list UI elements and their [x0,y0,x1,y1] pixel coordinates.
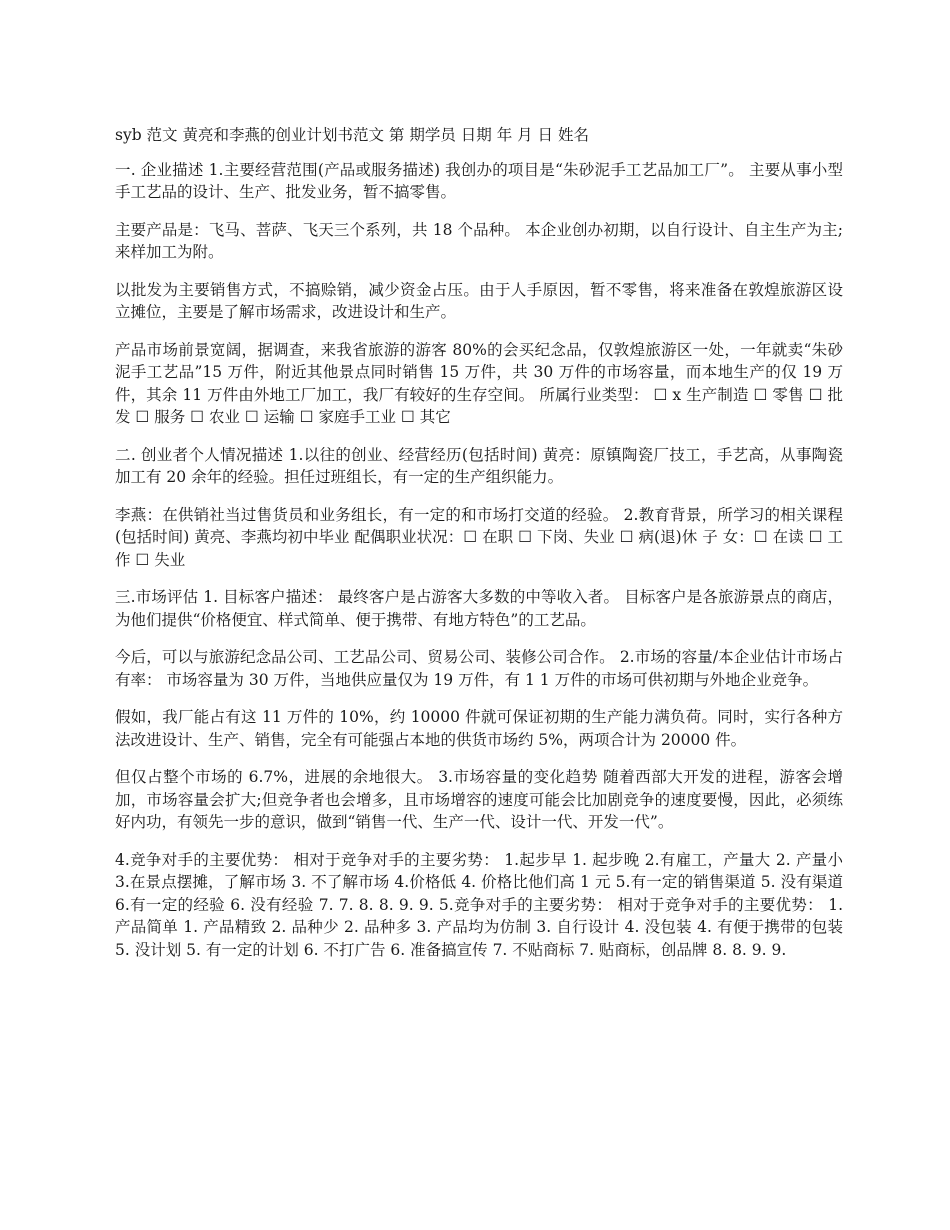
document-body [115,124,843,976]
paragraph-market-share: 假如，我厂能占有这 11 万件的 10%，约 10000 件就可保证初期的生产能力满负荷。同时，实行各种方法改进设计、生产、销售，完全有可能强占本地的供货市场约 5%，两项合计为 20000 件。 [115,708,843,749]
paragraph-competition: 4.竞争对手的主要优势： 相对于竞争对手的主要劣势： 1.起步早 1. 起步晚 2.有雇工，产量大 2. 产量小 3.在景点摆摊，了解市场 3. 不了解市场 4.价格低 4. 价格比他们高 1 元 5.有一定的销售渠道 5. 没有渠道 6.有一定的经验 6. 没有经验 7. 7. 8. 8. 9. 9. 5.竞争对手的主要劣势： 相对于竞争对手的主要优势： 1. 产品简单 1. 产品精致 2. 品种少 2. 品种多 3. 产品均为仿制 3. 自行设计 4. 没包装 4. 有便于携带的包装 5. 没计划 5. 有一定的计划 6. 不打广告 6. 准备搞宣传 7. 不贴商标 7. 贴商标，创品牌 8. 8. 9. 9. [115,850,843,959]
paragraph-market-evaluation: 三.市场评估 1. 目标客户描述： 最终客户是占游客大多数的中等收入者。 目标客户是各旅游景点的商店，为他们提供“价格便宜、样式简单、便于携带、有地方特色”的工艺品。 [115,588,843,629]
paragraph-founder-background: 二. 创业者个人情况描述 1.以往的创业、经营经历(包括时间) 黄亮：原镇陶瓷厂技工，手艺高，从事陶瓷加工有 20 余年的经验。担任过班组长，有一定的生产组织能力。 [115,445,843,486]
paragraph-sales-method: 以批发为主要销售方式，不搞赊销，减少资金占压。由于人手原因，暂不零售，将来准备在敦煌旅游区设立摊位，主要是了解市场需求，改进设计和生产。 [115,280,843,321]
paragraph-business-description: 一. 企业描述 1.主要经营范围(产品或服务描述) 我创办的项目是“朱砂泥手工艺品加工厂”。 主要从事小型手工艺品的设计、生产、批发业务，暂不搞零售。 [115,160,843,201]
paragraph-main-products: 主要产品是：飞马、菩萨、飞天三个系列，共 18 个品种。 本企业创办初期，以自行设计、自主生产为主;来样加工为附。 [115,220,843,261]
paragraph-market-capacity: 今后，可以与旅游纪念品公司、工艺品公司、贸易公司、装修公司合作。 2.市场的容量/本企业估计市场占有率： 市场容量为 30 万件，当地供应量仅为 19 万件，有 1 1 万件的市场可供初期与外地企业竞争。 [115,648,843,689]
paragraph-market-outlook: 产品市场前景宽阔，据调查，来我省旅游的游客 80%的会买纪念品，仅敦煌旅游区一处，一年就卖“朱砂泥手工艺品”15 万件，附近其他景点同时销售 15 万件，共 30 万件的市场容量，而本地生产的仅 19 万件，其余 11 万件由外地工厂加工，我厂有较好的生存空间。 所属行业类型： ☐ x 生产制造 ☐ 零售 ☐ 批发 ☐ 服务 ☐ 农业 ☐ 运输 ☐ 家庭手工业 ☐ 其它 [115,340,843,426]
paragraph-education-background: 李燕：在供销社当过售货员和业务组长，有一定的和市场打交道的经验。 2.教育背景，所学习的相关课程(包括时间) 黄亮、李燕均初中毕业 配偶职业状况：☐ 在职 ☐ 下岗、失业 ☐ 病(退)休 子 女：☐ 在读 ☐ 工作 ☐ 失业 [115,505,843,569]
document-header: syb 范文 黄亮和李燕的创业计划书范文 第 期学员 日期 年 月 日 姓名 [115,126,589,144]
paragraph-market-trend: 但仅占整个市场的 6.7%，进展的余地很大。 3.市场容量的变化趋势 随着西部大开发的进程，游客会增加，市场容量会扩大;但竞争者也会增多，且市场增容的速度可能会比加剧竞争的速度要慢，因此，必须练好内功，有领先一步的意识，做到“销售一代、生产一代、设计一代、开发一代”。 [115,768,843,831]
